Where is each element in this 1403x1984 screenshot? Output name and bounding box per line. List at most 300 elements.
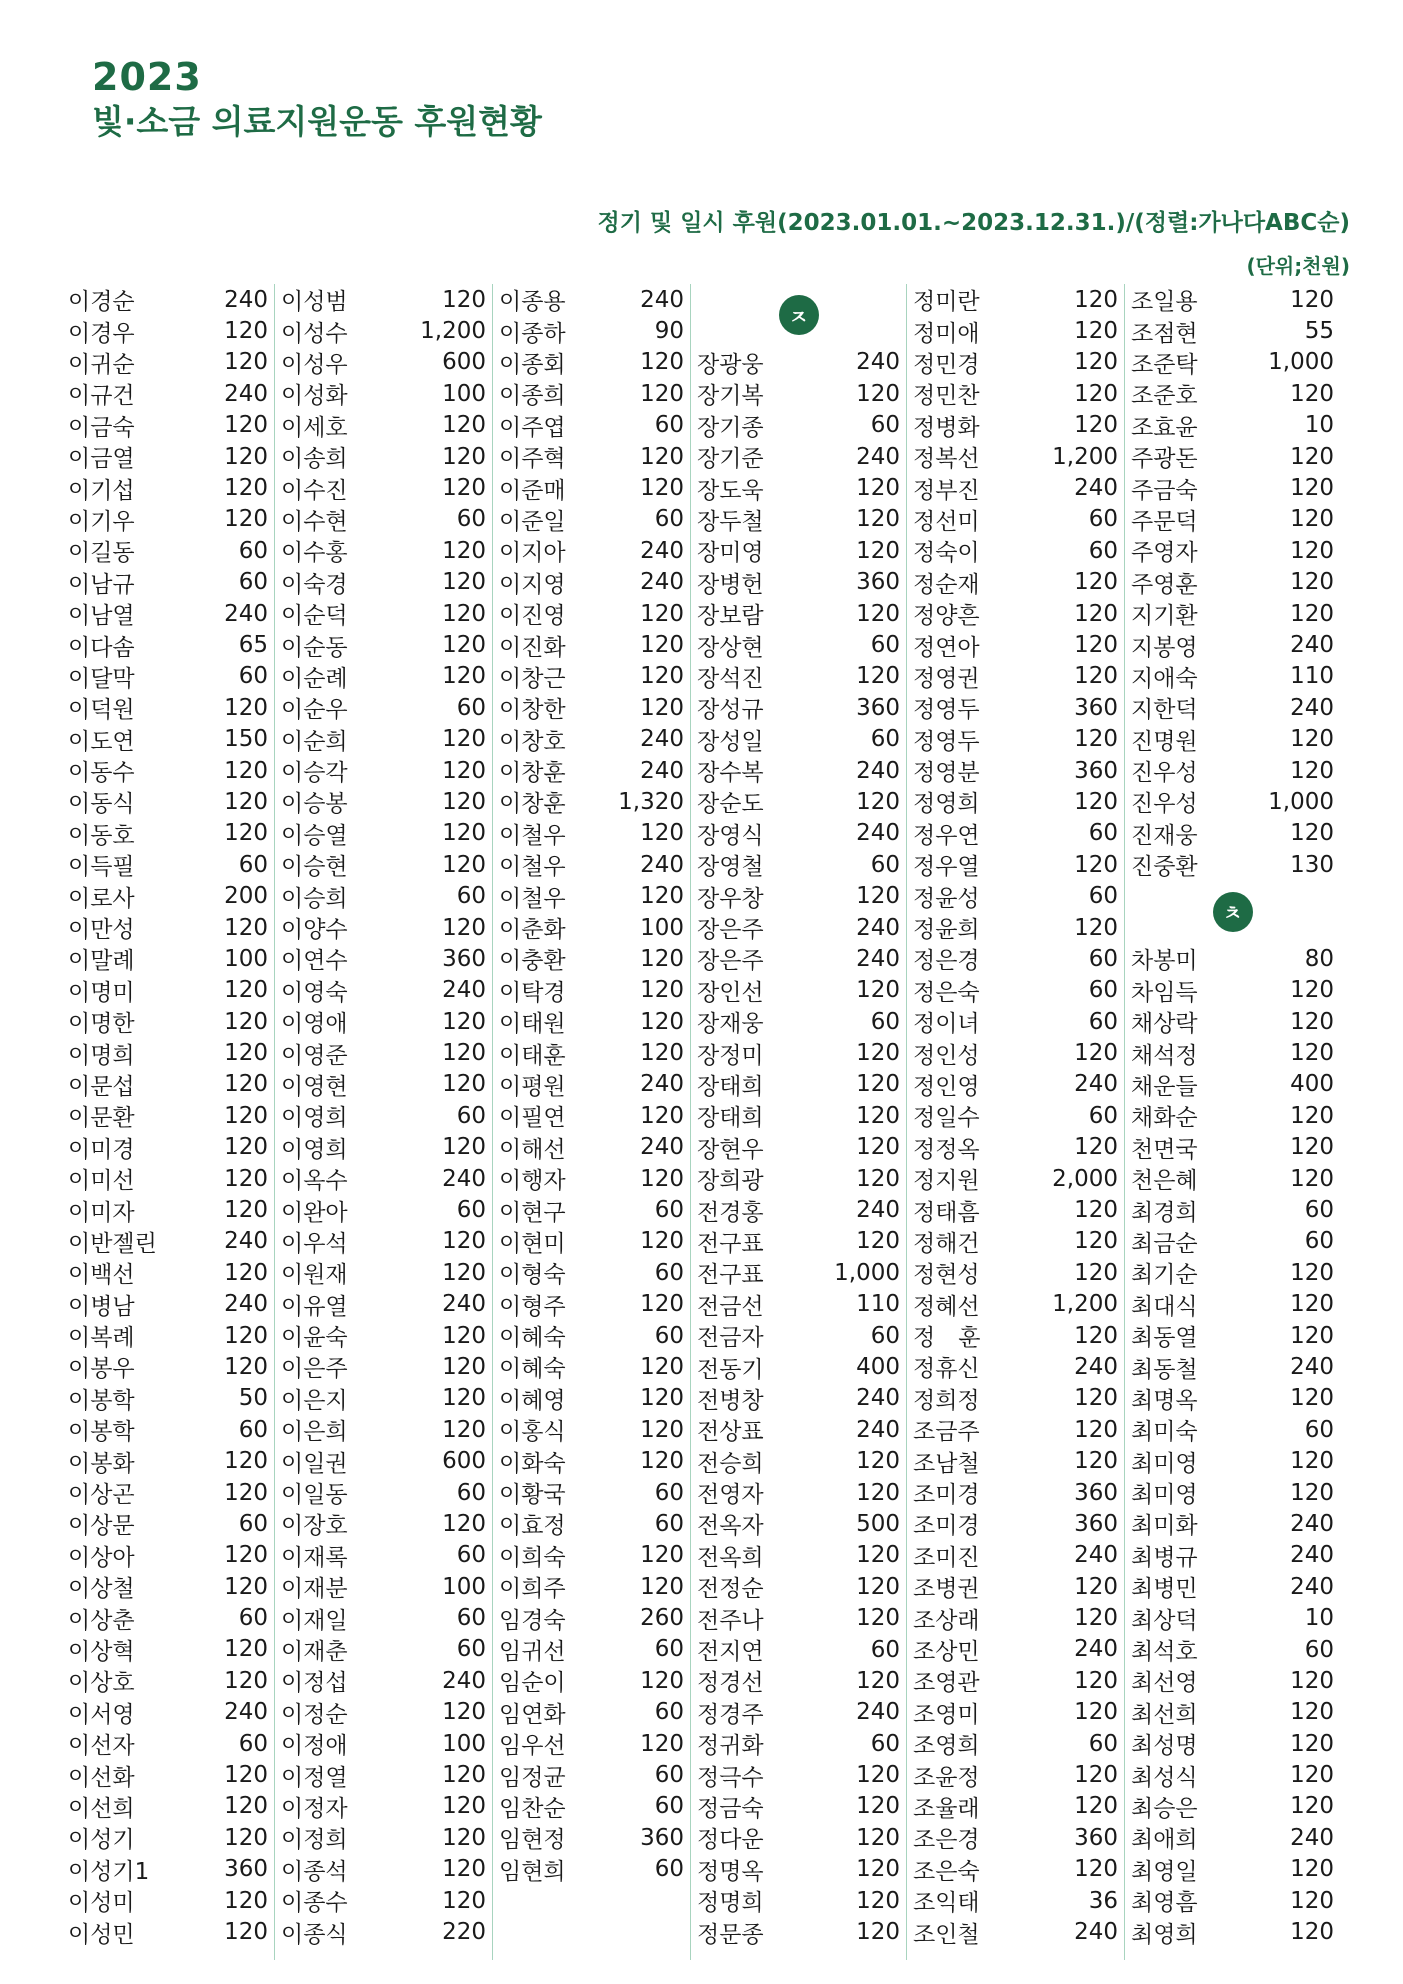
donor-name: 장보람	[697, 603, 764, 630]
donor-amount: 240	[1290, 694, 1334, 721]
donor-name: 이다솜	[68, 634, 135, 661]
donor-amount: 120	[640, 631, 684, 658]
donor-amount: 120	[1074, 726, 1118, 753]
donor-name: 이정섭	[281, 1670, 348, 1697]
donor-row	[697, 504, 900, 535]
donor-amount: 240	[1074, 475, 1118, 502]
donor-name: 이미자	[68, 1199, 135, 1226]
donor-row	[697, 1571, 900, 1602]
donor-amount: 120	[442, 1824, 486, 1851]
donor-row	[913, 912, 1118, 943]
donor-amount: 60	[870, 1730, 900, 1757]
donor-row	[281, 1037, 486, 1068]
donor-name: 정윤성	[913, 885, 980, 912]
donor-name: 이현미	[499, 1230, 566, 1257]
donor-column-1	[62, 284, 274, 1960]
donor-row	[499, 1571, 684, 1602]
donor-name: 조은숙	[913, 1858, 980, 1885]
donor-name: 이준일	[499, 508, 566, 535]
donor-row	[697, 849, 900, 880]
donor-name: 이경순	[68, 289, 135, 316]
donor-name: 전동기	[697, 1356, 764, 1383]
donor-row	[499, 410, 684, 441]
donor-amount: 120	[442, 1259, 486, 1286]
donor-name: 채상락	[1131, 1011, 1198, 1038]
donor-row	[499, 912, 684, 943]
donor-amount: 120	[224, 820, 268, 847]
donor-amount: 60	[654, 1479, 684, 1506]
donor-amount: 120	[224, 349, 268, 376]
donor-row	[697, 1634, 900, 1665]
donor-name: 장석진	[697, 665, 764, 692]
donor-row	[499, 472, 684, 503]
donor-amount: 1,320	[618, 788, 684, 815]
donor-row	[68, 472, 268, 503]
donor-name: 이형주	[499, 1293, 566, 1320]
donor-amount: 120	[856, 1824, 900, 1851]
donor-row	[913, 535, 1118, 566]
donor-amount: 120	[856, 1856, 900, 1883]
donor-amount: 120	[856, 663, 900, 690]
donor-name: 조점현	[1131, 320, 1198, 347]
donor-name: 정극수	[697, 1764, 764, 1791]
donor-row	[499, 598, 684, 629]
donor-name: 이반젤린	[68, 1230, 157, 1257]
donor-amount: 120	[1074, 1605, 1118, 1632]
donor-row	[68, 629, 268, 660]
donor-name: 조익태	[913, 1890, 980, 1917]
donor-amount: 60	[456, 1102, 486, 1129]
donor-name: 이동수	[68, 760, 135, 787]
donor-row	[697, 1540, 900, 1571]
donor-name: 정영두	[913, 697, 980, 724]
donor-row	[913, 818, 1118, 849]
donor-name: 이영숙	[281, 979, 348, 1006]
donor-name: 임정균	[499, 1764, 566, 1791]
donor-row	[499, 1100, 684, 1131]
donor-row	[68, 410, 268, 441]
donor-row	[68, 1728, 268, 1759]
donor-name: 장성규	[697, 697, 764, 724]
donor-name: 이미선	[68, 1168, 135, 1195]
donor-row	[697, 786, 900, 817]
donor-name: 지애숙	[1131, 665, 1198, 692]
donor-name: 이숙경	[281, 571, 348, 598]
donor-amount: 120	[1290, 1259, 1334, 1286]
donor-amount: 120	[1074, 1667, 1118, 1694]
donor-amount: 120	[856, 977, 900, 1004]
donor-name: 정우연	[913, 822, 980, 849]
donor-amount: 120	[1290, 726, 1334, 753]
donor-name: 정명옥	[697, 1858, 764, 1885]
donor-row	[697, 692, 900, 723]
donor-name: 정우열	[913, 854, 980, 881]
donor-row	[499, 943, 684, 974]
donor-amount: 120	[442, 1385, 486, 1412]
donor-row	[281, 1602, 486, 1633]
donor-amount: 60	[238, 1605, 268, 1632]
donor-amount: 120	[856, 1887, 900, 1914]
donor-name: 임귀선	[499, 1639, 566, 1665]
donor-amount: 120	[442, 443, 486, 470]
donor-name: 최기순	[1131, 1262, 1198, 1289]
donor-row	[697, 1697, 900, 1728]
donor-name: 진재웅	[1131, 822, 1198, 849]
donor-row	[1131, 1571, 1334, 1602]
donor-name: 이춘화	[499, 917, 566, 944]
donor-name: 이유열	[281, 1293, 348, 1320]
donor-amount: 120	[1290, 820, 1334, 847]
donor-row	[1131, 504, 1334, 535]
donor-name: 조준호	[1131, 383, 1198, 410]
donor-amount: 120	[224, 1353, 268, 1380]
donor-name: 이송희	[281, 446, 348, 473]
donor-row	[281, 975, 486, 1006]
donor-amount: 10	[1304, 1605, 1334, 1632]
donor-amount: 240	[1074, 1071, 1118, 1098]
donor-row	[697, 1665, 900, 1696]
donor-amount: 60	[870, 632, 900, 658]
donor-row	[281, 504, 486, 535]
donor-amount: 120	[1074, 1228, 1118, 1255]
donor-name: 최승은	[1131, 1795, 1198, 1822]
donor-row	[697, 472, 900, 503]
donor-amount: 120	[856, 883, 900, 910]
donor-row	[697, 1508, 900, 1539]
donor-row	[68, 441, 268, 472]
donor-amount: 100	[224, 945, 268, 972]
donor-name: 조상민	[913, 1639, 980, 1665]
donor-amount: 240	[856, 349, 900, 376]
donor-row	[68, 1602, 268, 1633]
donor-name: 이영준	[281, 1042, 348, 1069]
donor-amount: 120	[224, 1008, 268, 1035]
donor-amount: 120	[1074, 1762, 1118, 1789]
donor-name: 정양흔	[913, 603, 980, 630]
donor-row	[68, 1414, 268, 1445]
donor-name: 정희정	[913, 1387, 980, 1414]
donor-amount: 120	[1290, 1699, 1334, 1726]
donor-amount: 120	[856, 1228, 900, 1255]
donor-amount: 120	[640, 1228, 684, 1255]
donor-row	[281, 692, 486, 723]
donor-name: 이봉우	[68, 1356, 135, 1383]
donor-row	[281, 818, 486, 849]
donor-amount: 120	[442, 600, 486, 627]
donor-row	[1131, 1037, 1334, 1068]
donor-name: 이상춘	[68, 1607, 135, 1634]
donor-amount: 240	[1074, 1542, 1118, 1569]
donor-name: 이순동	[281, 634, 348, 661]
donor-amount: 120	[1290, 1730, 1334, 1757]
donor-amount: 120	[1290, 1919, 1334, 1946]
donor-amount: 120	[224, 1479, 268, 1506]
donor-amount: 120	[640, 349, 684, 376]
donor-amount: 60	[654, 1322, 684, 1349]
donor-row	[68, 786, 268, 817]
donor-amount: 260	[640, 1605, 684, 1632]
donor-name: 최영일	[1131, 1858, 1198, 1885]
donor-amount: 60	[238, 663, 268, 690]
donor-amount: 120	[640, 977, 684, 1004]
donor-amount: 120	[442, 1228, 486, 1255]
donor-name: 최동열	[1131, 1325, 1198, 1352]
donor-name: 전금선	[697, 1293, 764, 1320]
donor-amount: 120	[224, 1197, 268, 1224]
donor-row	[913, 315, 1118, 346]
donor-row	[281, 1006, 486, 1037]
donor-amount: 120	[442, 1762, 486, 1789]
donor-row	[281, 410, 486, 441]
donor-row	[499, 1508, 684, 1539]
donor-row	[913, 1351, 1118, 1382]
donor-row	[913, 880, 1118, 911]
donor-amount: 60	[654, 1259, 684, 1286]
donor-row	[499, 567, 684, 598]
donor-name: 최선희	[1131, 1701, 1198, 1728]
donor-amount: 60	[456, 883, 486, 910]
donor-amount: 60	[238, 1416, 268, 1443]
donor-name: 이성우	[281, 351, 348, 378]
donor-row	[68, 912, 268, 943]
donor-amount: 60	[456, 1542, 486, 1569]
donor-name: 전주나	[697, 1607, 764, 1634]
donor-row	[281, 1822, 486, 1853]
donor-row	[913, 1634, 1118, 1665]
donor-amount: 400	[856, 1353, 900, 1380]
donor-name: 조금주	[913, 1419, 980, 1446]
donor-name: 이성화	[281, 383, 348, 410]
donor-amount: 120	[442, 412, 486, 439]
donor-row	[68, 1037, 268, 1068]
donor-row	[68, 1916, 268, 1947]
donor-amount: 120	[442, 1887, 486, 1914]
donor-amount: 240	[856, 443, 900, 470]
donor-row	[1131, 1320, 1334, 1351]
donor-row	[913, 472, 1118, 503]
donor-name: 주영자	[1131, 540, 1198, 567]
donor-amount: 240	[640, 757, 684, 784]
donor-amount: 360	[856, 694, 900, 721]
donor-amount: 60	[654, 1636, 684, 1663]
donor-name: 이홍식	[499, 1419, 566, 1446]
donor-amount: 120	[224, 694, 268, 721]
donor-name: 이서영	[68, 1701, 135, 1728]
donor-row	[913, 1540, 1118, 1571]
donor-name: 정명희	[697, 1890, 764, 1917]
donor-row	[281, 1194, 486, 1225]
donor-row	[68, 1477, 268, 1508]
donor-amount: 240	[224, 380, 268, 407]
donor-name: 이정열	[281, 1764, 348, 1791]
donor-row	[697, 975, 900, 1006]
donor-name: 이수진	[281, 477, 348, 504]
donor-name: 전경홍	[697, 1199, 764, 1226]
report-title: 빛·소금 의료지원운동 후원현황	[92, 102, 542, 141]
donor-row	[913, 692, 1118, 723]
donor-row	[68, 818, 268, 849]
donor-name: 이정순	[281, 1701, 348, 1728]
donor-row	[697, 535, 900, 566]
donor-name: 최성식	[1131, 1764, 1198, 1791]
donor-row	[1131, 629, 1334, 660]
donor-name: 임연화	[499, 1701, 566, 1728]
donor-amount: 60	[654, 1762, 684, 1789]
donor-row	[1131, 1822, 1334, 1853]
donor-amount: 10	[1304, 412, 1334, 439]
donor-row	[1131, 1414, 1334, 1445]
donor-row	[697, 1226, 900, 1257]
donor-name: 이일권	[281, 1450, 348, 1477]
donor-row	[1131, 1257, 1334, 1288]
donor-amount: 60	[1088, 945, 1118, 972]
donor-row	[1131, 692, 1334, 723]
donor-amount: 120	[856, 1542, 900, 1569]
donor-amount: 240	[640, 569, 684, 596]
donor-amount: 600	[442, 1448, 486, 1475]
donor-amount: 240	[640, 1134, 684, 1161]
donor-row	[1131, 975, 1334, 1006]
donor-row	[1131, 1132, 1334, 1163]
donor-amount: 120	[442, 1071, 486, 1098]
donor-amount: 120	[856, 1919, 900, 1946]
donor-name: 이재춘	[281, 1639, 348, 1665]
donor-row	[697, 1132, 900, 1163]
donor-name: 이성수	[281, 320, 348, 347]
donor-row	[68, 1822, 268, 1853]
donor-amount: 120	[442, 726, 486, 753]
donor-amount: 120	[442, 569, 486, 596]
donor-name: 조미경	[913, 1482, 980, 1509]
donor-name: 이도연	[68, 728, 135, 755]
donor-amount: 60	[654, 1197, 684, 1224]
donor-name: 정휴신	[913, 1356, 980, 1383]
donor-name: 이태훈	[499, 1042, 566, 1069]
donor-amount: 120	[1290, 1479, 1334, 1506]
donor-name: 이상호	[68, 1670, 135, 1697]
donor-amount: 120	[1290, 1887, 1334, 1914]
donor-row	[68, 975, 268, 1006]
donor-row	[68, 1194, 268, 1225]
donor-name: 임경숙	[499, 1607, 566, 1634]
donor-row	[68, 378, 268, 409]
donor-row	[281, 284, 486, 315]
donor-row	[68, 1445, 268, 1476]
donor-name: 이동식	[68, 791, 135, 818]
donor-row	[913, 755, 1118, 786]
donor-row	[499, 1383, 684, 1414]
donor-row	[697, 1477, 900, 1508]
donor-name: 이화숙	[499, 1450, 566, 1477]
donor-amount: 120	[640, 1416, 684, 1443]
donor-row	[913, 1163, 1118, 1194]
donor-amount: 120	[1290, 1762, 1334, 1789]
donor-row	[1131, 661, 1334, 692]
donor-amount: 240	[442, 1165, 486, 1192]
donor-name: 이상곤	[68, 1482, 135, 1509]
donor-amount: 240	[856, 820, 900, 847]
donor-name: 주영훈	[1131, 571, 1198, 598]
donor-name: 정문종	[697, 1921, 764, 1948]
donor-name: 이재일	[281, 1607, 348, 1634]
donor-name: 장영철	[697, 854, 764, 881]
donor-amount: 60	[1304, 1636, 1334, 1663]
donor-row	[499, 786, 684, 817]
donor-amount: 120	[442, 1793, 486, 1820]
donor-row	[68, 1697, 268, 1728]
donor-amount: 60	[1088, 820, 1118, 847]
donor-name: 장기준	[697, 446, 764, 473]
donor-amount: 60	[1088, 506, 1118, 533]
donor-name: 이선자	[68, 1733, 135, 1760]
donor-name: 지봉영	[1131, 634, 1198, 661]
donor-name: 정숙이	[913, 540, 980, 567]
donor-row	[913, 849, 1118, 880]
donor-name: 정연아	[913, 634, 980, 661]
donor-row	[499, 315, 684, 346]
donor-name: 최영흠	[1131, 1890, 1198, 1917]
donor-name: 이봉화	[68, 1450, 135, 1477]
donor-row	[1131, 1383, 1334, 1414]
donor-amount: 120	[856, 1165, 900, 1192]
donor-amount: 240	[856, 1385, 900, 1412]
donor-amount: 120	[1074, 569, 1118, 596]
donor-row	[697, 1351, 900, 1382]
donor-row	[499, 1477, 684, 1508]
donor-name: 이영애	[281, 1011, 348, 1038]
donor-row	[697, 1916, 900, 1947]
donor-name: 전지연	[697, 1639, 764, 1666]
donor-row	[697, 1163, 900, 1194]
donor-row	[281, 755, 486, 786]
donor-row	[1131, 598, 1334, 629]
donor-name: 최성명	[1131, 1733, 1198, 1760]
donor-name: 이순희	[281, 728, 348, 755]
donor-row	[1131, 1351, 1334, 1382]
donor-amount: 60	[654, 412, 684, 439]
donor-amount: 120	[856, 1102, 900, 1129]
donor-row	[913, 1759, 1118, 1790]
donor-row	[1131, 1697, 1334, 1728]
donor-row	[1131, 1728, 1334, 1759]
donor-name: 이우석	[281, 1230, 348, 1257]
donor-row	[281, 943, 486, 974]
donor-name: 이성미	[68, 1890, 135, 1917]
donor-row	[499, 849, 684, 880]
donor-row	[913, 1822, 1118, 1853]
donor-name: 이영현	[281, 1073, 348, 1100]
donor-row	[697, 378, 900, 409]
donor-name: 이명미	[68, 979, 135, 1006]
donor-row	[913, 1194, 1118, 1225]
donor-amount: 60	[238, 1510, 268, 1537]
donor-row	[697, 943, 900, 974]
donor-row	[697, 755, 900, 786]
donor-amount: 120	[224, 1102, 268, 1129]
donor-name: 정영두	[913, 728, 980, 755]
donor-name: 임찬순	[499, 1795, 566, 1822]
donor-row	[499, 723, 684, 754]
donor-row	[1131, 378, 1334, 409]
donor-row	[913, 1226, 1118, 1257]
donor-name: 이수홍	[281, 540, 348, 567]
donor-name: 이명희	[68, 1042, 135, 1069]
donor-row	[499, 1665, 684, 1696]
donor-amount: 120	[640, 1667, 684, 1694]
donor-name: 장순도	[697, 791, 764, 818]
donor-name: 장기종	[697, 414, 764, 441]
donor-amount: 240	[224, 286, 268, 313]
